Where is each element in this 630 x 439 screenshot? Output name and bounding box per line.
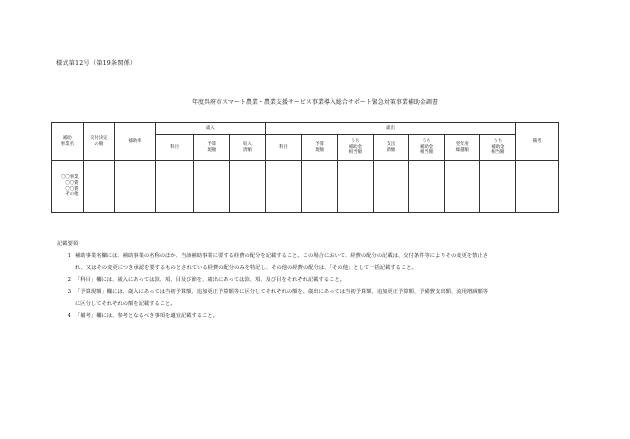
header-revenue: 歳入 [155, 123, 265, 135]
header-expenditure: 歳出 [265, 123, 515, 135]
table-cell [155, 161, 194, 213]
note-text: 「備考」欄には、参考となるべき事項を適宜記載すること。 [75, 313, 219, 319]
table-cell [516, 161, 559, 213]
header-remarks: 備考 [516, 123, 559, 161]
notes-title: 記載要領 [57, 241, 79, 247]
table-cell [373, 161, 409, 213]
header-revenue-income: 収入 済額 [230, 135, 266, 161]
note-continuation: に区分してそれぞれの額を記載すること。 [75, 301, 176, 307]
table-cell [265, 161, 302, 213]
header-grant-amount: 交付決定 の額 [83, 123, 115, 161]
table-cell [480, 161, 516, 213]
table-cell [337, 161, 373, 213]
table-cell [409, 161, 445, 213]
table-cell [83, 161, 115, 213]
header-expenditure-carryover: 翌年度 繰越額 [444, 135, 480, 161]
header-revenue-budget: 予算 現額 [194, 135, 230, 161]
note-number: 2 [67, 277, 71, 283]
header-expenditure-subsidy-paid: うち 補助金 相当額 [409, 135, 445, 161]
note-text: 「予算現額」欄には、歳入にあっては当初予算額、追加更正予算額等に区分してそれぞれの額を、歳出にあっては当初予算額、追加更正予算額、予備費支出額、流用増減額等 [75, 289, 489, 295]
header-subsidy-rate: 補助率 [115, 123, 156, 161]
note-item [57, 250, 577, 262]
header-expenditure-paid: 支出 済額 [373, 135, 409, 161]
header-expenditure-item: 科目 [265, 135, 302, 161]
note-item [57, 274, 577, 286]
note-number: 1 [67, 253, 71, 259]
table-cell [194, 161, 230, 213]
subsidy-table [51, 122, 559, 213]
note-number: 3 [67, 289, 71, 295]
table-cell [302, 161, 338, 213]
document-title: 年度呉府市スマート農業・農業支援サービス事業導入総合サポート緊急対策事業補助金調書 [192, 99, 438, 106]
header-revenue-item: 科目 [155, 135, 194, 161]
header-expenditure-subsidy-budget: うち 補助金 相当額 [337, 135, 373, 161]
form-number: 様式第12号（第19条関係） [56, 60, 137, 67]
table-cell [230, 161, 266, 213]
table-cell [444, 161, 480, 213]
note-item [57, 286, 577, 298]
header-project-name: 補助 事業名 [52, 123, 84, 161]
notes-section [57, 238, 577, 322]
table-row [52, 161, 559, 213]
note-text: 補助事業名欄には、補助事業の名称のほか、当該補助事業に要する経費の配分を記載すること。この場合において、経費の配分の記載は、交付条件等によりその変更を禁止さ [75, 253, 489, 259]
note-text: 「科目」欄には、歳入にあっては款、項、目及び節を、歳出にあっては款、項、及び目をそれぞれ記載すること。 [75, 277, 346, 283]
header-expenditure-subsidy-carryover: うち 補助金 相当額 [480, 135, 516, 161]
project-items-cell: 〇〇事業 〇〇費 〇〇費 その他 [52, 161, 84, 213]
note-number: 4 [67, 313, 71, 319]
header-expenditure-budget: 予算 現額 [302, 135, 338, 161]
table-cell [115, 161, 156, 213]
note-item [57, 310, 577, 322]
note-continuation: れ、又はその変更につき承認を要するものとされている経費の配分のみを特記し、その他の経費の配分は、「その他」として一括記載すること。 [75, 265, 417, 271]
